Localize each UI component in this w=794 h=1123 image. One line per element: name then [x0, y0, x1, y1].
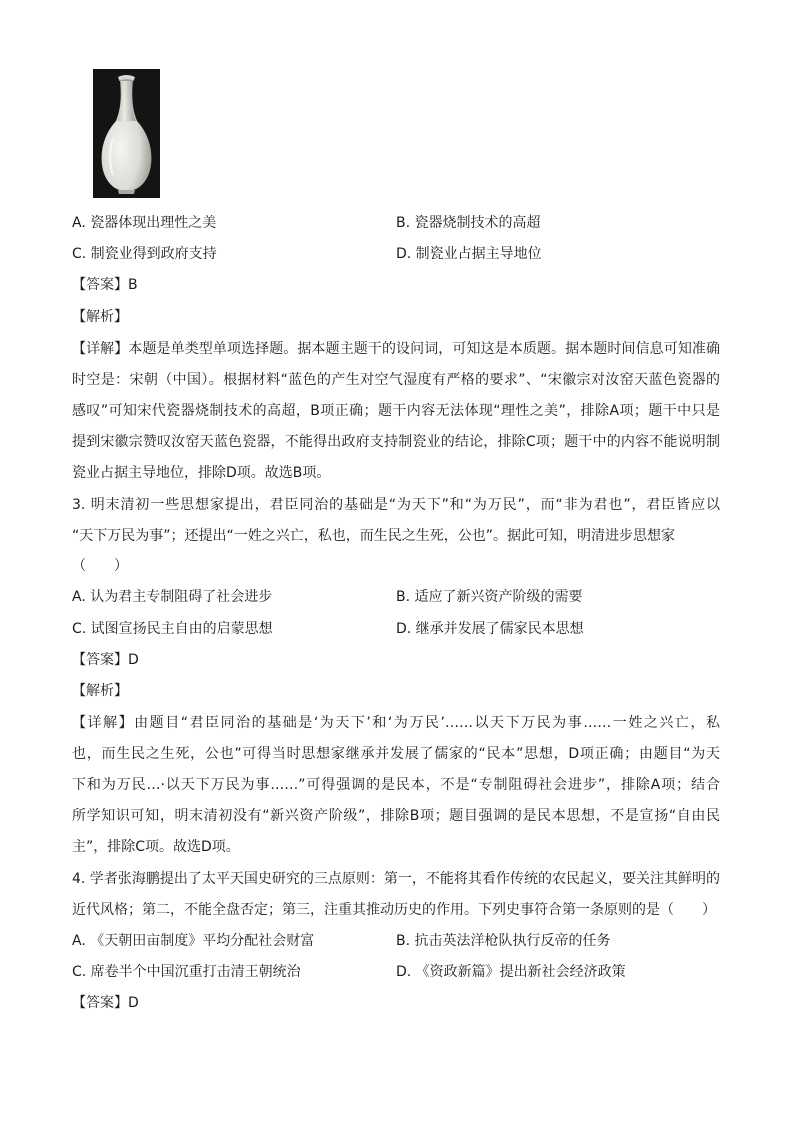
q3-answer-blank: （ ）	[72, 558, 128, 574]
q3-answer: 【答案】D	[72, 652, 139, 668]
q2-option-b: B. 瓷器烧制技术的高超	[396, 215, 541, 231]
vase-image	[93, 69, 160, 198]
q2-detail-line: 【详解】本题是单类型单项选择题。据本题主题干的设问词，可知这是本质题。据本题时间信息可知准确	[72, 341, 720, 357]
q2-analysis-label: 【解析】	[72, 309, 128, 325]
q4-option-a: A. 《天朝田亩制度》平均分配社会财富	[72, 933, 315, 949]
q4-stem-line: 近代风格；第二，不能全盘否定；第三，注重其推动历史的作用。下列史事符合第一条原则的是（ ）	[72, 902, 716, 918]
q3-detail-line: 主”，排除C项。故选D项。	[72, 839, 240, 855]
q4-option-c: C. 席卷半个中国沉重打击清王朝统治	[72, 964, 301, 980]
q2-detail-line: 感叹”可知宋代瓷器烧制技术的高超，B项正确；题干内容无法体现“理性之美”，排除A项；题干中只是	[72, 403, 720, 419]
q2-answer: 【答案】B	[72, 277, 138, 293]
q2-detail-line: 提到宋徽宗赞叹汝窑天蓝色瓷器，不能得出政府支持制瓷业的结论，排除C项；题干中的内容不能说明制	[72, 434, 720, 450]
q2-option-a: A. 瓷器体现出理性之美	[72, 215, 217, 231]
q3-detail-line: 下和为万民…·以天下万民为事……”可得强调的是民本，不是“专制阻碍社会进步”，排除A项；结合	[72, 777, 720, 793]
q3-option-a: A. 认为君主专制阻碍了社会进步	[72, 589, 273, 605]
q2-detail-line: 瓷业占据主导地位，排除D项。故选B项。	[72, 465, 331, 481]
q3-option-c: C. 试图宣扬民主自由的启蒙思想	[72, 621, 273, 637]
q4-stem-line: 4. 学者张海鹏提出了太平天国史研究的三点原则：第一，不能将其看作传统的农民起义，要关注其鲜明的	[72, 871, 720, 887]
q3-detail-line: 也，而生民之生死，公也”可得当时思想家继承并发展了儒家的“民本”思想，D项正确；由题目“为天	[72, 746, 720, 762]
q3-option-d: D. 继承并发展了儒家民本思想	[396, 621, 584, 637]
q3-analysis-label: 【解析】	[72, 683, 128, 699]
q3-option-b: B. 适应了新兴资产阶级的需要	[396, 589, 583, 605]
q2-option-d: D. 制瓷业占据主导地位	[396, 246, 542, 262]
q3-stem-line: 3. 明末清初一些思想家提出，君臣同治的基础是“为天下”和“为万民”，而“非为君也”，君臣皆应以	[72, 497, 720, 513]
q3-stem-line: “天下万民为事”；还提出“一姓之兴亡，私也，而生民之生死，公也”。据此可知，明清进步思想家	[72, 528, 676, 544]
q4-answer: 【答案】D	[72, 995, 139, 1011]
vase-icon	[93, 69, 160, 198]
q3-detail-line: 【详解】由题目“君臣同治的基础是‘为天下’和‘为万民’……以天下万民为事……一姓之兴亡，私	[72, 715, 720, 731]
q4-option-b: B. 抗击英法洋枪队执行反帝的任务	[396, 933, 611, 949]
q2-detail-line: 时空是：宋朝（中国）。根据材料“蓝色的产生对空气湿度有严格的要求”、“宋徽宗对汝窑天蓝色瓷器的	[72, 372, 720, 388]
q2-option-c: C. 制瓷业得到政府支持	[72, 246, 217, 262]
q4-option-d: D. 《资政新篇》提出新社会经济政策	[396, 964, 626, 980]
q3-detail-line: 所学知识可知，明末清初没有“新兴资产阶级”，排除B项；题目强调的是民本思想，不是宣扬“自由民	[72, 808, 720, 824]
